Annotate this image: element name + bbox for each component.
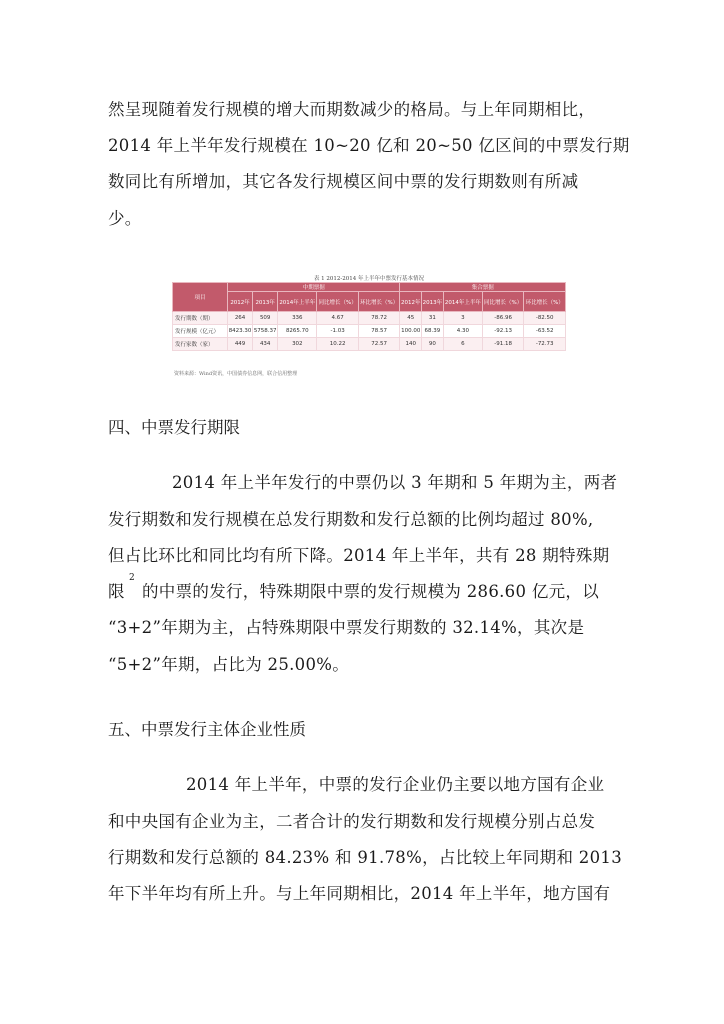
text-line: 限 — [108, 582, 125, 601]
text-line: 2014 年上半年，中票的发行企业仍主要以地方国有企业 — [186, 775, 605, 794]
table-source: 资料来源：Wind资讯，中国债券信息网，联合信用整理 — [174, 371, 298, 377]
table-cell: 509 — [253, 312, 278, 325]
table-cell: 4.30 — [443, 325, 482, 338]
column-header: 同比增长（%） — [317, 292, 359, 312]
text-line: 少。 — [108, 209, 142, 228]
column-header: 2013年 — [422, 292, 444, 312]
table-cell: -86.96 — [482, 312, 524, 325]
row-label: 发行规模（亿元） — [173, 325, 228, 338]
table-row — [173, 325, 566, 338]
section-heading-4: 四、中票发行期限 — [108, 418, 240, 437]
table-row — [173, 338, 566, 351]
table-cell: 78.72 — [358, 312, 400, 325]
table-cell: -72.73 — [524, 338, 566, 351]
table-cell: 336 — [278, 312, 317, 325]
column-header: 同比增长（%） — [482, 292, 524, 312]
column-header: 环比增长（%） — [358, 292, 400, 312]
table-cell: 100.00 — [400, 325, 422, 338]
table-cell: 434 — [253, 338, 278, 351]
text-line: 但占比环比和同比均有所下降。2014 年上半年，共有 28 期特殊期 — [108, 546, 610, 565]
group-header-ctl: 集合票据 — [400, 283, 566, 292]
data-table — [172, 282, 566, 351]
table-corner-header: 项目 — [173, 283, 228, 312]
text-line: “5+2”年期，占比为 25.00%。 — [108, 655, 350, 674]
table-cell: 45 — [400, 312, 422, 325]
text-line: 年下半年均有所上升。与上年同期相比，2014 年上半年，地方国有 — [108, 884, 611, 903]
text-line: 2014 年上半年发行的中票仍以 3 年期和 5 年期为主，两者 — [172, 473, 618, 492]
table-cell: 8265.70 — [278, 325, 317, 338]
column-header: 2012年 — [400, 292, 422, 312]
text-line: 数同比有所增加，其它各发行规模区间中票的发行期数则有所减 — [108, 172, 579, 191]
table-cell: 8423.30 — [228, 325, 253, 338]
table-cell: -82.50 — [524, 312, 566, 325]
text-line: “3+2”年期为主，占特殊期限中票发行期数的 32.14%，其次是 — [108, 618, 585, 637]
table-cell: 140 — [400, 338, 422, 351]
column-header: 2014年上半年 — [443, 292, 482, 312]
table-cell: 78.57 — [358, 325, 400, 338]
group-header-mtn: 中期票据 — [228, 283, 400, 292]
row-label: 发行期数（期） — [173, 312, 228, 325]
column-header: 环比增长（%） — [524, 292, 566, 312]
table-cell: -1.03 — [317, 325, 359, 338]
text-line: 行期数和发行总额的 84.23% 和 91.78%，占比较上年同期和 2013 — [108, 848, 622, 867]
table-cell: 302 — [278, 338, 317, 351]
text-line: 然呈现随着发行规模的增大而期数减少的格局。与上年同期相比， — [108, 100, 596, 119]
footnote-marker: 2 — [129, 573, 136, 583]
table-cell: 72.57 — [358, 338, 400, 351]
text-line: 和中央国有企业为主，二者合计的发行期数和发行规模分别占总发 — [108, 812, 596, 831]
column-header: 2012年 — [228, 292, 253, 312]
table-cell: -92.13 — [482, 325, 524, 338]
table-cell: 449 — [228, 338, 253, 351]
column-header: 2013年 — [253, 292, 278, 312]
text-line: 发行期数和发行规模在总发行期数和发行总额的比例均超过 80%, — [108, 510, 594, 529]
table-cell: 31 — [422, 312, 444, 325]
table-cell: 264 — [228, 312, 253, 325]
text-line: 的中票的发行，特殊期限中票的发行规模为 286.60 亿元，以 — [142, 582, 600, 601]
table-cell: 4.67 — [317, 312, 359, 325]
section-heading-5: 五、中票发行主体企业性质 — [108, 720, 306, 739]
text-line: 2014 年上半年发行规模在 10~20 亿和 20~50 亿区间的中票发行期 — [108, 136, 630, 155]
row-label: 发行家数（家） — [173, 338, 228, 351]
table-row — [173, 312, 566, 325]
table-cell: -91.18 — [482, 338, 524, 351]
table-title: 表 1 2012-2014 年上半年中票发行基本情况 — [313, 276, 425, 282]
table-cell: 5758.37 — [253, 325, 278, 338]
table-cell: 3 — [443, 312, 482, 325]
table-cell: 6 — [443, 338, 482, 351]
table-cell: 10.22 — [317, 338, 359, 351]
table-cell: -63.52 — [524, 325, 566, 338]
table-cell: 68.39 — [422, 325, 444, 338]
table-figure — [172, 270, 566, 385]
column-header: 2014年上半年 — [278, 292, 317, 312]
table-cell: 90 — [422, 338, 444, 351]
